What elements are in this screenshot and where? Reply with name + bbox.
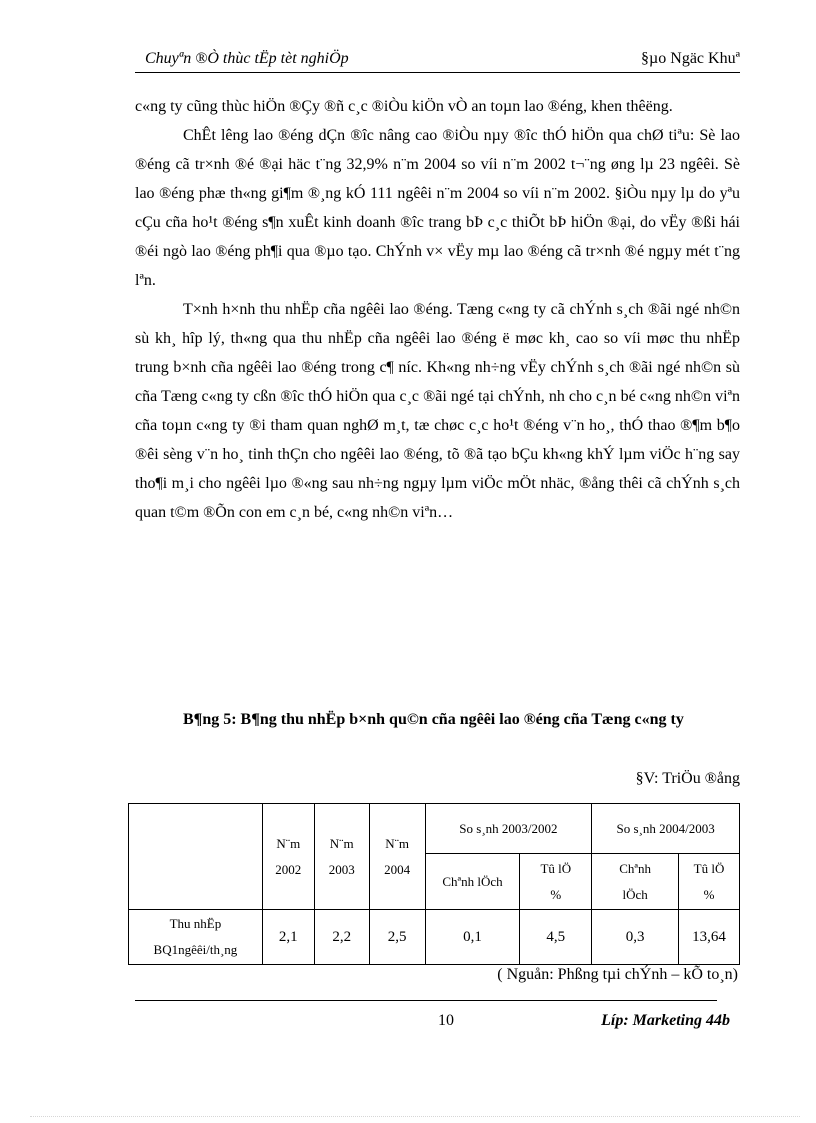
diff-value-2: 0,3: [592, 910, 679, 965]
page-bottom-dotted-line: [30, 1116, 800, 1117]
table-caption: B¶ng 5: B¶ng thu nhËp b×nh qu©n cña ngêêi lao ®éng cña Tæng c«ng ty: [183, 711, 684, 728]
footer-class: Líp: Marketing 44b: [601, 1012, 730, 1029]
diff-value-1: 0,1: [425, 910, 520, 965]
row-label-income: Thu nhËp BQ1ngêêi/th¸ng: [129, 910, 263, 965]
ratio-value-1: 4,5: [520, 910, 592, 965]
ratio-header-1: Tû lÖ %: [520, 854, 592, 910]
compare-2004-2003-header: So s¸nh 2004/2003: [592, 804, 740, 854]
ratio-header-2: Tû lÖ %: [679, 854, 740, 910]
compare-2003-2002-header: So s¸nh 2003/2002: [425, 804, 592, 854]
unit-label: §V: TriÖu ®ång: [635, 770, 740, 787]
footer-divider: [135, 1000, 717, 1001]
header-title: Chuyªn ®Ò thùc tËp tèt nghiÖp: [145, 50, 349, 67]
year-2003-header: N¨m 2003: [314, 804, 369, 910]
header-author: §µo Ngäc Khuª: [641, 50, 740, 67]
value-2004: 2,5: [369, 910, 425, 965]
page-number: 10: [438, 1012, 454, 1029]
year-2002-header: N¨m 2002: [262, 804, 314, 910]
diff-header-2: Chªnh lÖch: [592, 854, 679, 910]
income-table: [128, 803, 740, 965]
source-note: ( Nguån: Phßng tµi chÝnh – kÕ to¸n): [497, 966, 738, 983]
body-text: [135, 92, 740, 527]
page-header: [135, 48, 740, 73]
diff-header-1: Chªnh lÖch: [425, 854, 520, 910]
paragraph-1: c«ng ty cũng thùc hiÖn ®Çy ®ñ c¸c ®iÒu kiÖn vÒ an toµn lao ®éng, khen thêëng.: [135, 98, 673, 115]
paragraph-2: ChÊt lêng lao ®éng dÇn ®îc nâng cao ®iÒu nµy ®îc thÓ hiÖn qua chØ tiªu: Sè lao ®éng cã tr×nh ®é ®ại häc t¨ng 32,9% n¨m 2004 so víi n¨m 2002 t¬¨ng øng lµ 23 ngêêi. Sè lao ®éng phæ th«ng gi¶m ®¸ng kÓ 111 ngêêi n¨m 2004 so víi n¨m 2002. §iÒu nµy lµ do yªu cÇu cña ho¹t ®éng s¶n xuÊt kinh doanh ®îc trang bÞ c¸c thiÕt bÞ hiÖn ®ại, do vËy ®ßi hái ®éi ngò lao ®éng ph¶i qua ®µo tạo. ChÝnh v× vËy mµ lao ®éng cã tr×nh ®é ngµy mét t¨ng lªn.: [135, 127, 740, 289]
empty-corner-cell: [129, 804, 263, 910]
year-2004-header: N¨m 2004: [369, 804, 425, 910]
ratio-value-2: 13,64: [679, 910, 740, 965]
paragraph-3: T×nh h×nh thu nhËp cña ngêêi lao ®éng. Tæng c«ng ty cã chÝnh s¸ch ®ãi ngé nh©n sù kh¸ hîp lý, th«ng qua thu nhËp cña ngêêi lao ®éng ë møc kh¸ cao so víi møc thu nhËp trung b×nh cña ngêêi lao ®éng trong c¶ níc. Kh«ng nh÷ng vËy chÝnh s¸ch ®ãi ngé nh©n sù cña Tæng c«ng ty cßn ®îc thÓ hiÖn qua c¸c ®ãi ngé tại chÝnh, nh cho c¸n bé c«ng nh©n viªn cña toµn c«ng ty ®i tham quan nghØ m¸t, tæ chøc c¸c ho¹t ®éng v¨n ho¸, thÓ thao ®¶m b¶o ®êi sèng v¨n ho¸ tinh thÇn cho ngêêi lao ®éng, tõ ®ã tạo bÇu kh«ng khÝ lµm viÖc h¨ng say tho¶i m¸i cho ngêêi lµo ®«ng sau nh÷ng ngµy lµm viÖc mÖt nhäc, ®ång thêi cã chÝnh s¸ch quan t©m ®Õn con em c¸n bé, c«ng nh©n viªn…: [135, 301, 740, 521]
value-2002: 2,1: [262, 910, 314, 965]
value-2003: 2,2: [314, 910, 369, 965]
